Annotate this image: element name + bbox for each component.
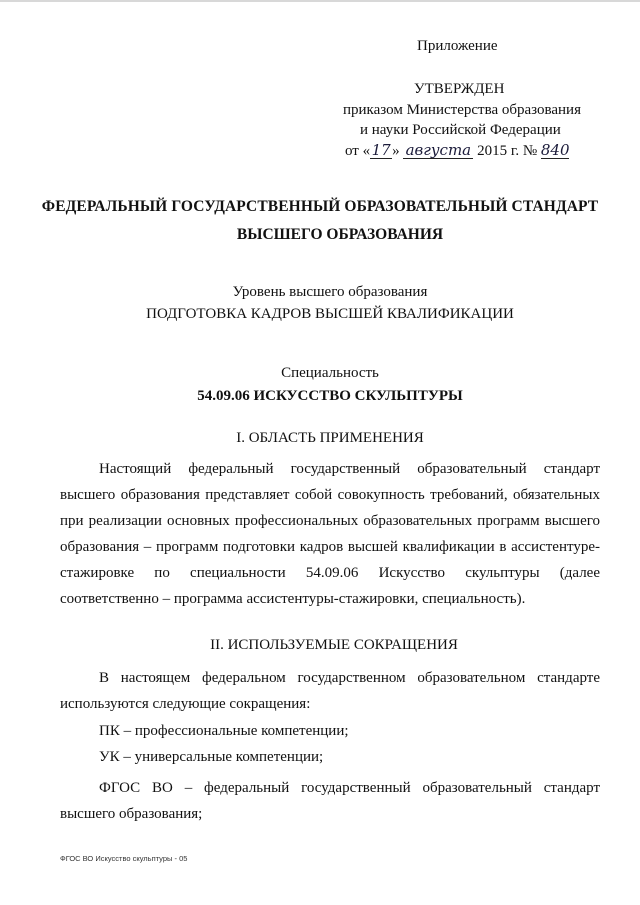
specialty-value: 54.09.06 ИСКУССТВО СКУЛЬПТУРЫ [197,388,463,404]
specialty-label: Специальность [281,365,379,381]
abbreviation-item: ФГОС ВО – федеральный государственный образовательный стандарт высшего образования; [60,780,600,822]
section-2-title: II. ИСПОЛЬЗУЕМЫЕ СОКРАЩЕНИЯ [210,637,458,653]
document-title-line-2: ВЫСШЕГО ОБРАЗОВАНИЯ [236,226,444,243]
abbreviation-item: УК – универсальные компетенции; [99,749,324,765]
top-edge-line [0,0,640,2]
section-2-intro: В настоящем федеральном государственном образовательном стандарте используются следующие сокращения: [60,670,600,712]
education-level-label: Уровень высшего образования [232,284,428,300]
handwritten-day: 17 [371,141,391,159]
section-1-paragraph: Настоящий федеральный государственный образовательный стандарт высшего образования представляет собой совокупность требований, обязательных при реализации основных профессиональных образовательных программ высшего образования – программ подготовки кадров высшей квалификации в ассистентуре-стажировке по специальности 54.09.06 Искусство скульптуры (далее соответственно – программа ассистентуры-стажировки, специальность). [60,461,600,607]
abbreviation-item: ПК – профессиональные компетенции; [99,723,349,739]
appendix-label: Приложение [417,38,498,54]
date-prefix: от « [345,143,371,159]
approved-label: УТВЕРЖДЕН [414,81,505,97]
document-title-line-1: ФЕДЕРАЛЬНЫЙ ГОСУДАРСТВЕННЫЙ ОБРАЗОВАТЕЛЬНЫЙ СТАНДАРТ [41,198,599,215]
order-date-line [345,142,569,160]
order-line-2: и науки Российской Федерации [360,122,561,138]
handwritten-order-number: 840 [540,141,570,159]
date-year: 2015 г. № [477,143,538,159]
section-1-title: I. ОБЛАСТЬ ПРИМЕНЕНИЯ [236,430,424,446]
date-mid: » [392,143,400,159]
handwritten-month: августа [403,142,473,159]
education-level-value: ПОДГОТОВКА КАДРОВ ВЫСШЕЙ КВАЛИФИКАЦИИ [146,306,514,322]
order-line-1: приказом Министерства образования [343,102,581,118]
page-footer: ФГОС ВО Искусство скульптуры - 05 [60,854,188,863]
